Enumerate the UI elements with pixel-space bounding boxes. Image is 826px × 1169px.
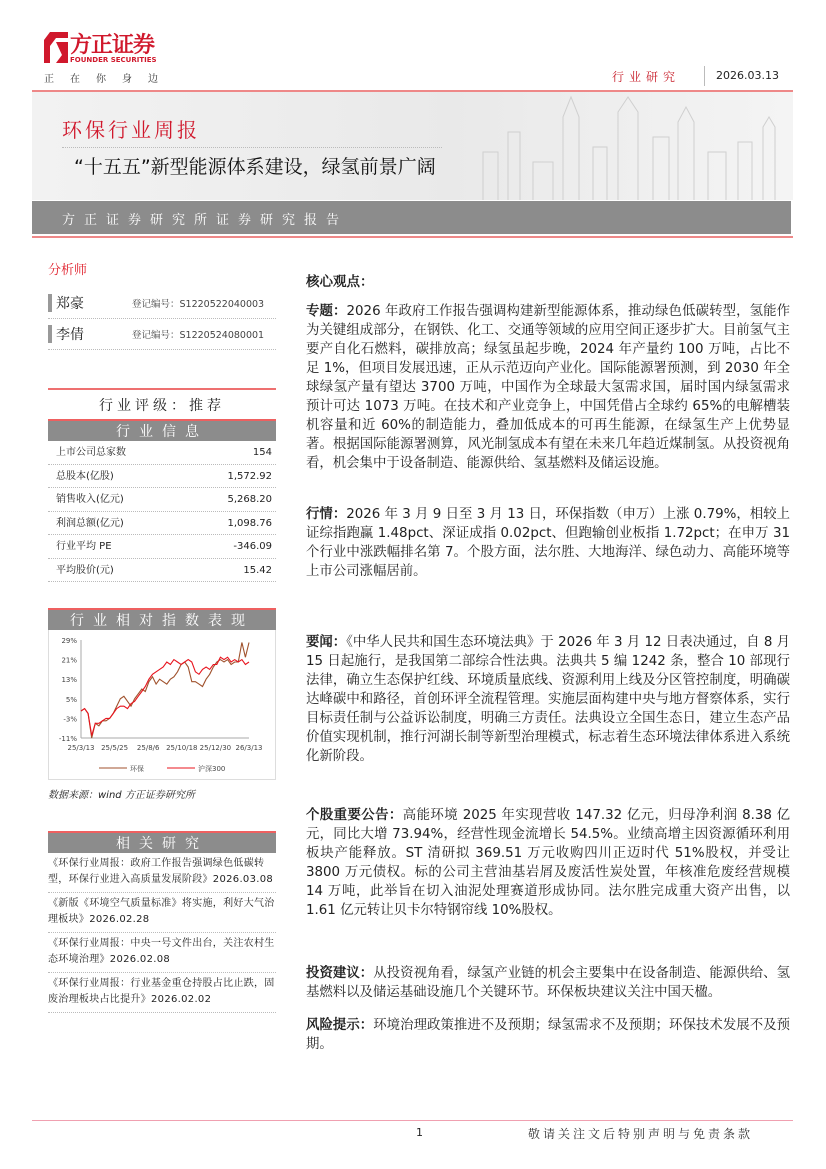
y-tick-label: 5% <box>65 695 77 704</box>
y-tick-label: -11% <box>58 735 77 743</box>
logo-english: FOUNDER SECURITIES <box>70 56 157 64</box>
info-value: 15.42 <box>243 564 272 576</box>
section-paragraph <box>306 302 790 473</box>
report-type: 行业研究 <box>612 70 681 84</box>
related-report-link[interactable]: 《环保行业周报：行业基金重仓持股占比止跌，固废治理板块占比提升》2026.02.02 <box>48 973 276 1013</box>
info-value: 5,268.20 <box>227 494 272 505</box>
logo-text: 方正证券 <box>70 33 155 58</box>
section-text: 2026 年 3 月 9 日至 3 月 13 日，环保指数（申万）上涨 0.79%，相较上证综指跑赢 1.48pct、深证成指 0.02pct、但跑输创业板指 1.72pct；在申万 31 个行业中涨跌幅排名第 7。个股方面，法尔胜、大地海洋、绿色动力、高能环境等上市公司涨幅居前。 <box>306 507 791 579</box>
x-tick-label: 25/10/18 <box>166 744 198 752</box>
analyst-name: 李倩 <box>56 327 84 343</box>
slogan: 正在你身边 <box>44 74 174 85</box>
y-tick-label: 29% <box>61 637 77 645</box>
y-tick-label: 13% <box>61 676 77 685</box>
y-tick-label: -3% <box>63 715 77 724</box>
info-row <box>48 488 276 512</box>
section-paragraph <box>306 964 790 1002</box>
section-text: 《中华人民共和国生态环境法典》于 2026 年 3 月 12 日表决通过，自 8 月 15 日起施行，是我国第二部综合性法典。法典共 5 编 1242 条，整合 10 部现行法律，确立生态保护红线、环境质量底线、资源利用上线及分区管控制度，明确碳达峰碳中和路径，首创环评全流程管理。实施层面构建中央与地方督察体系，实行目标责任制与公益诉讼制度，明确三方责任。法典设立全国生态日，建立生态产品价值实现机制，推行河湖长制等新型治理模式，标志着生态环境法律体系进入系统化新阶段。 <box>306 635 790 764</box>
analyst-item <box>48 319 276 350</box>
info-row <box>48 512 276 536</box>
founder-logo-icon <box>44 32 68 63</box>
x-tick-label: 25/3/13 <box>67 744 95 752</box>
analyst-item <box>48 288 276 319</box>
info-label: 行业平均 PE <box>56 541 112 552</box>
section-paragraph <box>306 505 790 581</box>
legend-label: 环保 <box>130 765 144 773</box>
section-label: 个股重要公告： <box>306 808 403 823</box>
section-label: 专题： <box>306 304 347 319</box>
header-divider <box>704 66 705 86</box>
info-label: 利润总额(亿元) <box>56 517 124 529</box>
info-row <box>48 535 276 559</box>
related-report-link[interactable]: 《环保行业周报：中央一号文件出台，关注农村生态环境治理》2026.02.08 <box>48 933 276 973</box>
x-tick-label: 25/8/6 <box>136 744 160 752</box>
banner <box>32 92 793 200</box>
relative-index-chart <box>48 630 276 780</box>
info-label: 销售收入(亿元) <box>56 494 124 505</box>
page-number: 1 <box>416 1126 423 1139</box>
industry-info-header: 行业信息 <box>48 419 276 441</box>
city-skyline-icon <box>463 92 793 200</box>
info-row <box>48 465 276 489</box>
section-paragraph <box>306 633 790 766</box>
related-report-link[interactable]: 《环保行业周报：政府工作报告强调绿色低碳转型，环保行业进入高质量发展阶段》2026.03.08 <box>48 853 276 893</box>
disclaimer-note: 敬请关注文后特别声明与免责条款 <box>528 1127 754 1141</box>
analyst-name: 郑豪 <box>56 296 84 312</box>
section-text: 高能环境 2025 年实现营收 147.32 亿元，归母净利润 8.38 亿元，同比大增 73.94%，经营性现金流增长 54.5%。业绩高增主因资源循环利用板块产能释放。ST 清研拟 369.51 万元收购四川正迈时代 51%股权，并受让 3800 万元债权。标的公司主营油基岩屑及废活性炭处置，年核准危废经营规模 14 万吨，此举旨在切入油泥处理赛道形成协同。法尔胜完成重大资产出售，以 1.61 亿元转让贝卡尔特钢帘线 10%股权。 <box>306 808 791 918</box>
legend-label: 沪深300 <box>198 765 226 773</box>
related-report-link[interactable]: 《新版《环境空气质量标准》将实施，利好大气治理板块》2026.02.28 <box>48 893 276 933</box>
section-label: 风险提示： <box>306 1018 374 1033</box>
institute-bar <box>32 201 791 234</box>
info-label: 上市公司总家数 <box>56 447 126 458</box>
series-line-1 <box>81 657 249 735</box>
analyst-label: 分析师 <box>48 263 88 278</box>
x-tick-label: 26/3/13 <box>235 744 263 752</box>
key-points-heading: 核心观点： <box>306 274 374 290</box>
section-text: 环境治理政策推进不及预期；绿氢需求不及预期；环保技术发展不及预期。 <box>306 1018 791 1052</box>
info-label: 总股本(亿股) <box>56 470 114 482</box>
data-source: 数据来源：wind 方正证券研究所 <box>48 790 195 801</box>
banner-rule <box>32 236 793 238</box>
x-tick-label: 25/5/25 <box>101 744 129 752</box>
chart-header: 行业相对指数表现 <box>48 608 276 630</box>
section-paragraph <box>306 806 790 920</box>
info-value: 154 <box>252 447 272 458</box>
y-tick-label: 21% <box>61 656 77 665</box>
analyst-reg: 登记编号：S1220522040003 <box>132 299 265 310</box>
industry-rating: 行业评级：推荐 <box>48 388 276 419</box>
related-research-list <box>48 853 276 1013</box>
report-title: “十五五”新型能源体系建设，绿氢前景广阔 <box>74 156 436 178</box>
series-line-0 <box>81 643 249 739</box>
info-label: 平均股价(元) <box>56 564 114 576</box>
section-label: 投资建议： <box>306 966 374 981</box>
institute-text: 方正证券研究所证券研究报告 <box>62 213 349 228</box>
info-row <box>48 441 276 465</box>
analyst-reg: 登记编号：S1220524080001 <box>132 330 265 341</box>
section-paragraph <box>306 1016 790 1054</box>
x-tick-label: 25/12/30 <box>199 744 232 752</box>
report-date: 2026.03.13 <box>716 69 779 82</box>
report-series: 环保行业周报 <box>62 118 200 142</box>
section-label: 行情： <box>306 507 347 522</box>
section-text: 从投资视角看，绿氢产业链的机会主要集中在设备制造、能源供给、氢基燃料以及储运基础设施几个关键环节。环保板块建议关注中国天楹。 <box>306 966 791 1000</box>
banner-divider <box>62 147 442 148</box>
section-text: 2026 年政府工作报告强调构建新型能源体系，推动绿色低碳转型，氢能作为关键组成部分，在钢铁、化工、交通等领域的应用空间正逐步扩大。目前氢气主要产自化石燃料，碳排放高；绿氢虽起步晚，2024 年产量约 100 万吨，占比不足 1%，但项目发展迅速，正从示范迈向产业化。国际能源署预测，到 2030 年全球绿氢产量有望达 3700 万吨，中国作为全球最大氢需求国，届时国内绿氢需求预计可达 1073 万吨。在技术和产业竞争上，中国凭借占全球约 65%的电解槽装机容量和近 60%的制造能力，叠加低成本的可再生能源，在绿氢生产上优势显著。根据国际能源署测算，风光制氢成本有望在未来几年趋近煤制氢。从投资视角看，机会集中于设备制造、能源供给、氢基燃料及储运设施。 <box>306 304 790 471</box>
industry-info-table <box>48 441 276 582</box>
related-research-header: 相关研究 <box>48 831 276 853</box>
section-label: 要闻： <box>306 635 347 650</box>
info-value: 1,098.76 <box>227 517 272 529</box>
sidebar <box>48 245 276 1013</box>
main-content <box>306 270 790 1054</box>
info-row <box>48 559 276 583</box>
info-value: 1,572.92 <box>227 470 272 482</box>
info-value: -346.09 <box>233 541 272 552</box>
footer-rule <box>32 1120 793 1121</box>
